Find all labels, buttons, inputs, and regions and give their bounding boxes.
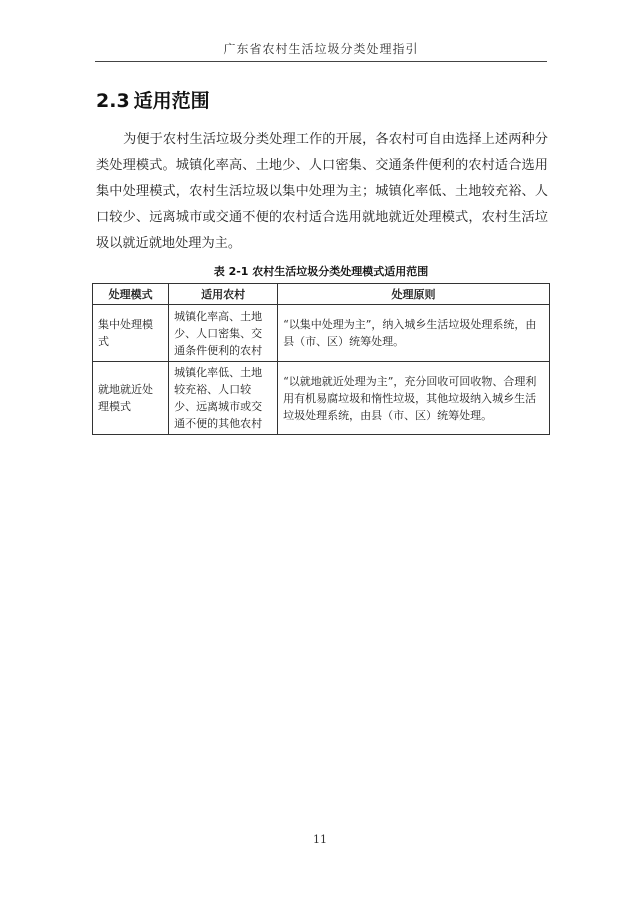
section-heading xyxy=(96,86,210,113)
page-number: 11 xyxy=(313,833,327,846)
table-caption: 表 2-1 农村生活垃圾分类处理模式适用范围 xyxy=(213,265,429,278)
cell-principle: “以就地就近处理为主”，充分回收可回收物、合理利用有机易腐垃圾和惰性垃圾，其他垃圾纳入城乡生活垃圾处理系统，由县（市、区）统筹处理。 xyxy=(278,362,550,435)
cell-principle: “以集中处理为主”，纳入城乡生活垃圾处理系统，由县（市、区）统筹处理。 xyxy=(278,305,550,362)
body-paragraph xyxy=(96,127,548,257)
scope-table xyxy=(92,283,550,435)
cell-mode: 集中处理模式 xyxy=(93,305,169,362)
page-header: 广东省农村生活垃圾分类处理指引 xyxy=(223,42,419,56)
header-villages: 适用农村 xyxy=(169,284,278,305)
table-row xyxy=(93,305,550,362)
header-divider xyxy=(95,61,547,62)
paragraph-text: 为便于农村生活垃圾分类处理工作的开展，各农村可自由选择上述两种分类处理模式。城镇化率高、土地少、人口密集、交通条件便利的农村适合选用集中处理模式，农村生活垃圾以集中处理为主；城镇化率低、土地较充裕、人口较少、远离城市或交通不便的农村适合选用就地就近处理模式，农村生活垃圾以就近就地处理为主。 xyxy=(96,132,548,251)
header-principle: 处理原则 xyxy=(278,284,550,305)
section-title: 适用范围 xyxy=(133,90,210,112)
cell-villages: 城镇化率高、土地少、人口密集、交通条件便利的农村 xyxy=(169,305,278,362)
cell-mode: 就地就近处理模式 xyxy=(93,362,169,435)
table-header-row xyxy=(93,284,550,305)
cell-villages: 城镇化率低、土地较充裕、人口较少、远离城市或交通不便的其他农村 xyxy=(169,362,278,435)
table-row xyxy=(93,362,550,435)
section-number: 2.3 xyxy=(96,90,130,112)
header-mode: 处理模式 xyxy=(93,284,169,305)
